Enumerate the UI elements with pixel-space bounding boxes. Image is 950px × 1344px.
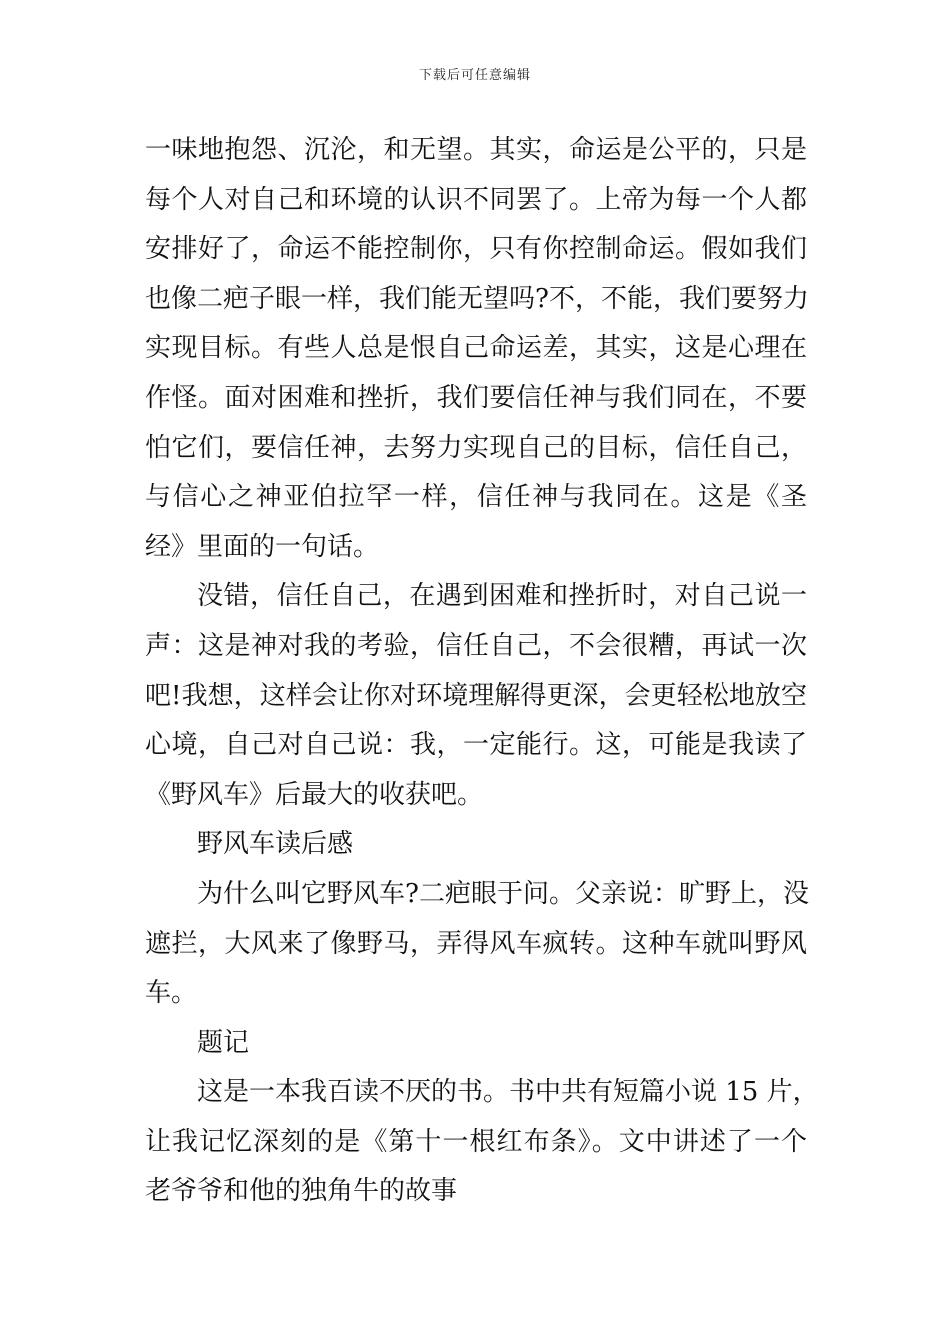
text-line: 题记 xyxy=(197,1027,250,1058)
text-line: 没错，信任自己，在遇到困难和挫折时，对自己说一 xyxy=(197,581,807,612)
text-line: 遮拦，大风来了像野马，弄得风车疯转。这种车就叫野风 xyxy=(145,928,807,959)
text-line: 老爷爷和他的独角牛的故事 xyxy=(145,1176,458,1207)
text-line: 车。 xyxy=(145,978,198,1009)
document-body xyxy=(145,126,819,1217)
text-line: 这是一本我百读不厌的书。书中共有短篇小说 15 片， xyxy=(197,1077,819,1108)
text-line: 为什么叫它野风车?二疤眼于问。父亲说：旷野上，没 xyxy=(197,878,809,909)
page-header: 下载后可任意编辑 xyxy=(418,68,531,83)
text-line: 《野风车》后最大的收获吧。 xyxy=(145,779,484,810)
text-line: 安排好了，命运不能控制你，只有你控制命运。假如我们 xyxy=(145,234,807,265)
text-line: 也像二疤子眼一样，我们能无望吗?不，不能，我们要努力 xyxy=(145,283,809,314)
text-line: 吧!我想，这样会让你对环境理解得更深，会更轻松地放空 xyxy=(145,680,807,711)
text-line: 实现目标。有些人总是恨自己命运差，其实，这是心理在 xyxy=(145,333,807,364)
text-line: 每个人对自己和环境的认识不同罢了。上帝为每一个人都 xyxy=(145,184,807,215)
text-line: 心境，自己对自己说：我，一定能行。这，可能是我读了 xyxy=(145,730,807,761)
text-line: 经》里面的一句话。 xyxy=(145,531,380,562)
text-line: 野风车读后感 xyxy=(197,829,354,860)
text-line: 让我记忆深刻的是《第十一根红布条》。文中讲述了一个 xyxy=(145,1126,807,1157)
text-line: 怕它们，要信任神，去努力实现自己的目标，信任自己， xyxy=(145,432,807,463)
text-line: 作怪。面对困难和挫折，我们要信任神与我们同在，不要 xyxy=(145,382,807,413)
text-line: 一味地抱怨、沉沦，和无望。其实，命运是公平的，只是 xyxy=(145,135,807,165)
text-line: 与信心之神亚伯拉罕一样，信任神与我同在。这是《圣 xyxy=(145,482,807,513)
text-line: 声：这是神对我的考验，信任自己，不会很糟，再试一次 xyxy=(145,630,807,661)
